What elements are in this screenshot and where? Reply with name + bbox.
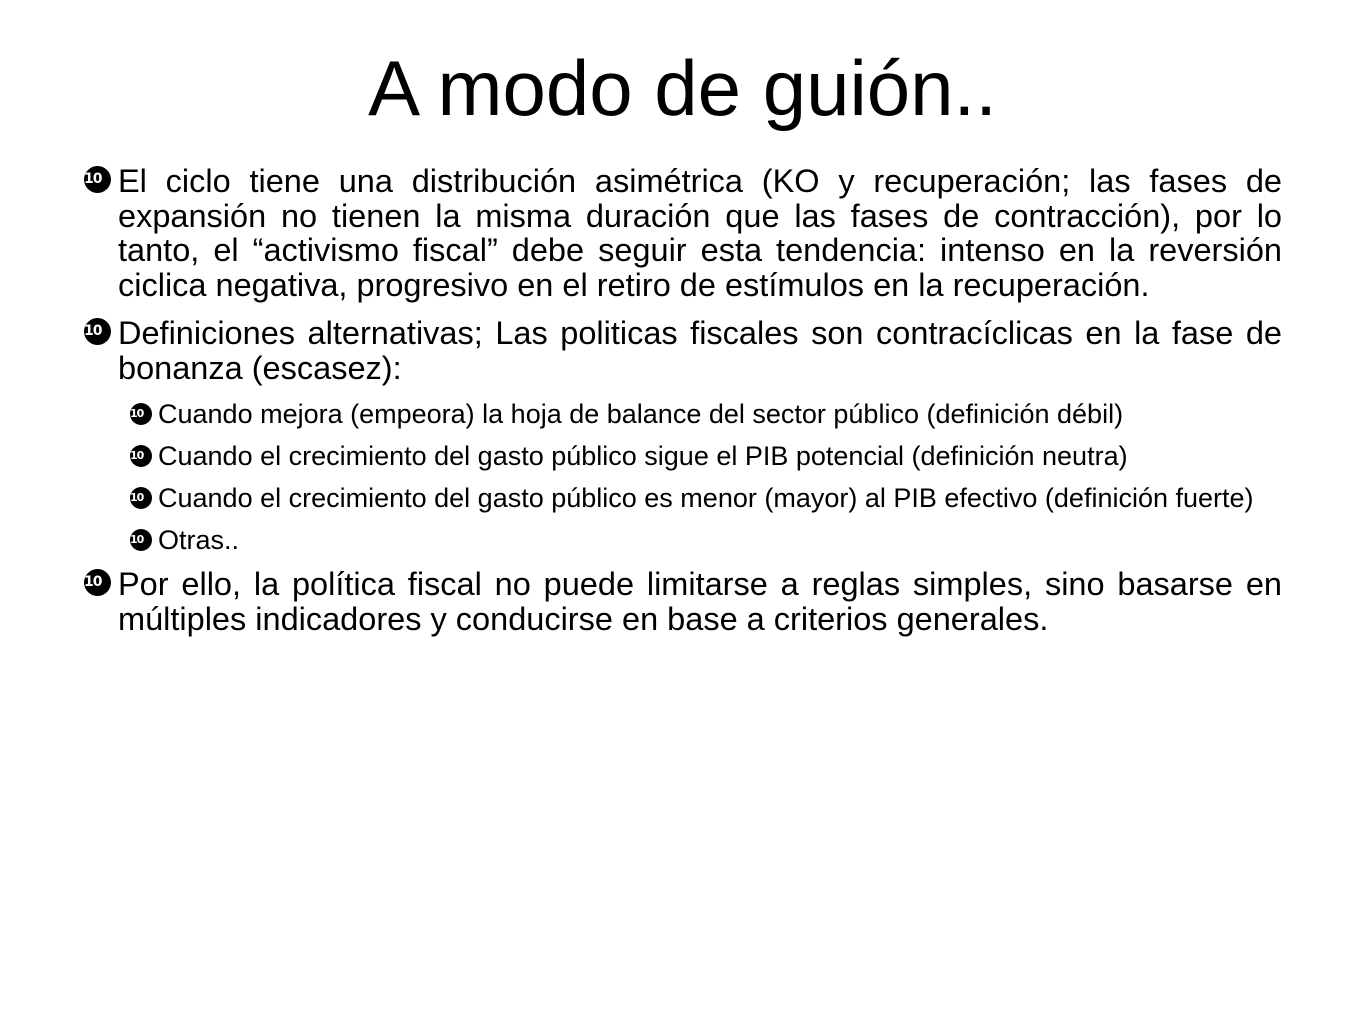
numbered-circle-bullet-icon: 10: [84, 567, 118, 602]
sub-bullet-text: Cuando el crecimiento del gasto público es menor (mayor) al PIB efectivo (definición fuerte): [158, 483, 1254, 513]
sub-bullet-item-strong-definition: [130, 483, 1282, 514]
bullet-list: [84, 164, 1282, 650]
sub-bullet-item-others: [130, 525, 1282, 556]
bullet-text: Definiciones alternativas; Las politicas fiscales son contracíclicas en la fase de bonanza (escasez):: [118, 315, 1282, 386]
sub-bullet-text: Otras..: [158, 525, 240, 555]
sub-bullet-item-neutral-definition: [130, 441, 1282, 472]
numbered-circle-bullet-icon: 10: [130, 483, 158, 514]
numbered-circle-bullet-icon: 10: [84, 164, 118, 199]
numbered-circle-bullet-icon: 10: [84, 316, 118, 351]
bullet-text: Por ello, la política fiscal no puede limitarse a reglas simples, sino basarse en múltiples indicadores y conducirse en base a criterios generales.: [118, 566, 1282, 637]
bullet-item-alternative-definitions: [84, 316, 1282, 385]
bullet-text: El ciclo tiene una distribución asimétrica (KO y recuperación; las fases de expansión no tienen la misma duración que las fases de contracción), por lo tanto, el “activismo fiscal” debe seguir esta tendencia: intenso en la reversión ciclica negativa, progresivo en el retiro de estímulos en la recuperación.: [118, 163, 1282, 303]
sub-bullet-item-weak-definition: [130, 399, 1282, 430]
numbered-circle-bullet-icon: 10: [130, 441, 158, 472]
numbered-circle-bullet-icon: 10: [130, 399, 158, 430]
bullet-item-asymmetric-cycle: [84, 164, 1282, 302]
numbered-circle-bullet-icon: 10: [130, 525, 158, 556]
sub-bullet-text: Cuando el crecimiento del gasto público sigue el PIB potencial (definición neutra): [158, 441, 1128, 471]
bullet-item-conclusion: [84, 567, 1282, 636]
sub-bullet-text: Cuando mejora (empeora) la hoja de balance del sector público (definición débil): [158, 399, 1124, 429]
slide-title: A modo de guión..: [368, 44, 997, 132]
